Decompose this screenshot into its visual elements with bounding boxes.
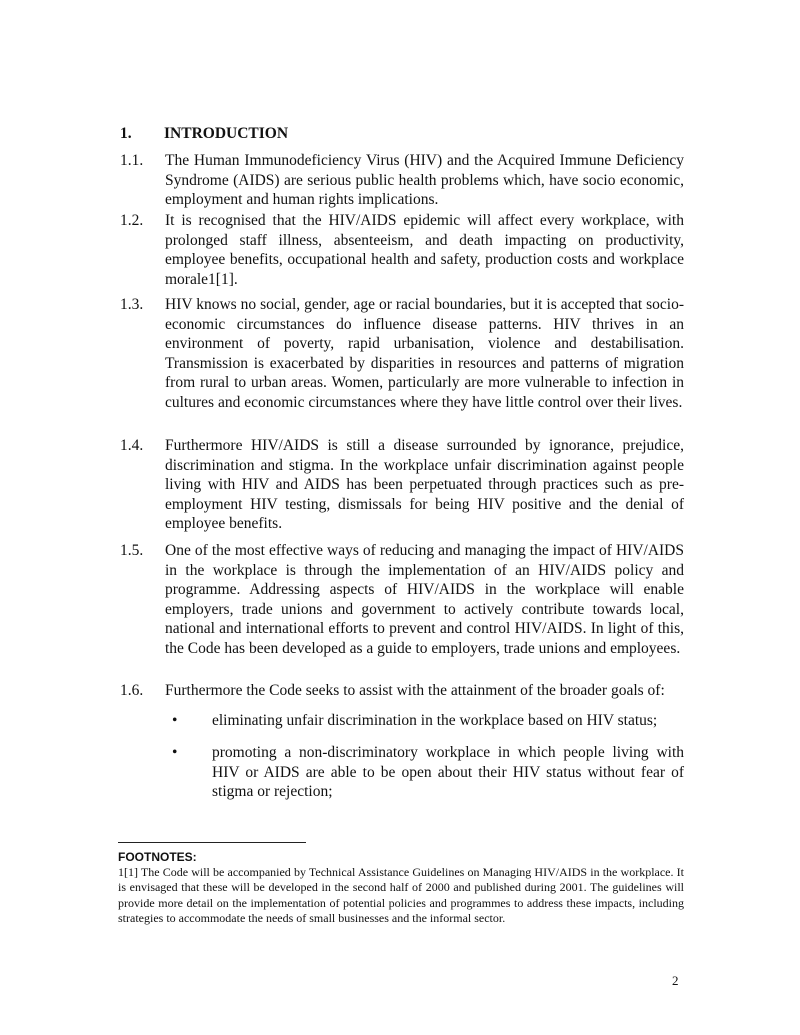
paragraph-text: It is recognised that the HIV/AIDS epidemic will affect every workplace, with prolonged staff illness, absenteeism, and death impacting on productivity, employee benefits, occupational health and safety, production costs and workplace morale1[1].: [165, 212, 684, 288]
paragraph-text: HIV knows no social, gender, age or racial boundaries, but it is accepted that socio-economic circumstances do influence disease patterns. HIV thrives in an environment of poverty, rapid urbanisation, violence and destabilisation. Transmission is exacerbated by disparities in resources and patterns of migration from rural to urban areas. Women, particularly are more vulnerable to infection in cultures and economic circumstances where they have little control over their lives.: [165, 296, 684, 411]
section-number: 1.: [120, 125, 132, 142]
paragraph-number: 1.1.: [120, 152, 144, 169]
paragraph-1-1: [120, 151, 684, 210]
paragraph-number: 1.3.: [120, 296, 144, 313]
paragraph-1-2: [120, 211, 684, 289]
paragraph-text: The Human Immunodeficiency Virus (HIV) and the Acquired Immune Deficiency Syndrome (AIDS) are serious public health problems which, have socio economic, employment and human rights implications.: [165, 152, 684, 209]
paragraph-number: 1.6.: [120, 682, 144, 699]
section-title: INTRODUCTION: [164, 125, 289, 142]
paragraph-text: One of the most effective ways of reducing and managing the impact of HIV/AIDS in the workplace is through the implementation of an HIV/AIDS policy and programme. Addressing aspects of HIV/AIDS in the workplace will enable employers, trade unions and government to actively contribute towards local, national and international efforts to prevent and control HIV/AIDS. In light of this, the Code has been developed as a guide to employers, trade unions and employees.: [165, 542, 684, 657]
bullet-text: promoting a non-discriminatory workplace in which people living with HIV or AIDS are able to be open about their HIV status without fear of stigma or rejection;: [212, 744, 684, 801]
bullet-text: eliminating unfair discrimination in the workplace based on HIV status;: [212, 712, 658, 729]
page-number: 2: [672, 973, 679, 988]
paragraph-1-4: [120, 436, 684, 534]
bullet-item: [120, 711, 684, 731]
paragraph-text: Furthermore the Code seeks to assist with the attainment of the broader goals of:: [165, 682, 665, 699]
footnote-separator: [118, 842, 306, 843]
bullet-symbol: •: [172, 744, 178, 761]
paragraph-text: Furthermore HIV/AIDS is still a disease surrounded by ignorance, prejudice, discrimination and stigma. In the workplace unfair discrimination against people living with HIV and AIDS has been perpetuated through practices such as pre-employment HIV testing, dismissals for being HIV positive and the denial of employee benefits.: [165, 437, 684, 533]
paragraph-1-3: [120, 295, 684, 413]
footnotes-heading: FOOTNOTES:: [118, 850, 197, 864]
bullet-item: [120, 743, 684, 802]
paragraph-number: 1.2.: [120, 212, 144, 229]
paragraph-number: 1.5.: [120, 542, 144, 559]
footnote-text: 1[1] The Code will be accompanied by Technical Assistance Guidelines on Managing HIV/AIDS in the workplace. It is envisaged that these will be developed in the second half of 2000 and published during 2001. The guidelines will provide more detail on the implementation of potential policies and programmes to address these impacts, including strategies to accommodate the needs of small businesses and the informal sector.: [118, 865, 684, 926]
paragraph-1-5: [120, 541, 684, 659]
paragraph-number: 1.4.: [120, 437, 144, 454]
bullet-symbol: •: [172, 712, 178, 729]
paragraph-1-6: [120, 681, 684, 701]
